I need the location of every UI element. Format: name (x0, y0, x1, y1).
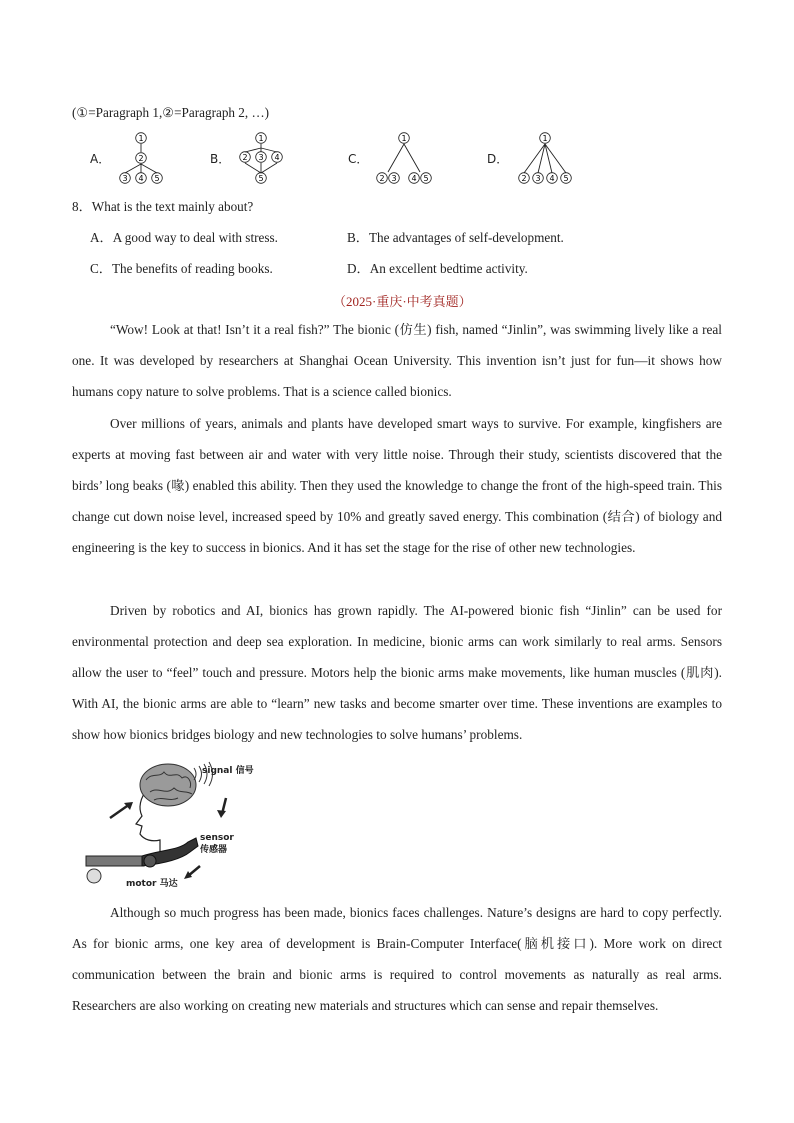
source-tag: （2025·重庆·中考真题） (333, 294, 472, 309)
option-letter: B． (347, 230, 369, 245)
sensor-label-zh: 传感器 (200, 845, 228, 855)
option-letter: A． (90, 230, 113, 245)
svg-text:5: 5 (258, 174, 264, 183)
svg-text:1: 1 (542, 134, 548, 143)
svg-text:2: 2 (242, 153, 248, 162)
structure-diagram-b (232, 130, 292, 186)
svg-text:2: 2 (138, 154, 144, 163)
svg-text:5: 5 (154, 174, 160, 183)
paragraph-text: Although so much progress has been made, bionics faces challenges. Nature’s designs are hard to copy perfectly. As for bionic arms, one key area of development is Brain-Computer Interface(脑机接口). More work on direct communication between the brain and bionic arms is required to control movements as naturally as real arms. Researchers are also working on creating new materials and structures which can sense and repair themselves. (72, 905, 722, 1013)
svg-text:3: 3 (535, 174, 541, 183)
svg-text:3: 3 (391, 174, 397, 183)
svg-text:4: 4 (138, 174, 144, 183)
svg-text:3: 3 (258, 153, 264, 162)
svg-text:2: 2 (379, 174, 385, 183)
svg-text:1: 1 (401, 134, 407, 143)
question-8-option-b[interactable] (347, 229, 564, 246)
structure-diagram-d (512, 130, 578, 186)
article-paragraph-1 (72, 314, 722, 407)
option-letter: D． (347, 261, 370, 276)
svg-text:1: 1 (258, 134, 264, 143)
svg-text:2: 2 (521, 174, 527, 183)
structure-diagram-c (372, 130, 436, 186)
motor-label: motor 马达 (126, 879, 178, 889)
svg-text:5: 5 (423, 174, 429, 183)
paragraph-text: “Wow! Look at that! Isn’t it a real fish?” The bionic (仿生) fish, named “Jinlin”, was swimming lively like a real one. It was developed by researchers at Shanghai Ocean University. This invention isn’t just for fun—it shows how humans copy nature to solve problems. That is a science called bionics. (72, 322, 722, 399)
svg-text:1: 1 (138, 134, 144, 143)
question-8-stem: 8．What is the text mainly about? (72, 199, 254, 214)
option-text: A good way to deal with stress. (112, 230, 278, 245)
svg-text:4: 4 (411, 174, 417, 183)
question-8-option-c[interactable] (90, 260, 273, 277)
option-letter: C． (90, 261, 112, 276)
structure-option-b-label: B． (210, 152, 231, 166)
article-paragraph-2 (72, 408, 722, 563)
paragraph-text: Over millions of years, animals and plants have developed smart ways to survive. For example, kingfishers are experts at moving fast between air and water with very little noise. Through their study, scientists discovered that the birds’ long beaks (喙) enabled this ability. Then they used the knowledge to change the front of the high-speed train. This change cut down noise level, increased speed by 10% and greatly saved energy. This combination (结合) of biology and engineering is the key to success in bionics. And it has set the stage for the rise of other new technologies. (72, 416, 722, 555)
article-paragraph-4 (72, 897, 722, 1021)
signal-label: signal 信号 (202, 766, 254, 776)
svg-text:5: 5 (563, 174, 569, 183)
structure-option-d-label: D． (487, 152, 509, 166)
question-8-option-a[interactable] (90, 229, 278, 246)
structure-option-a-label: A． (90, 152, 111, 166)
sensor-label-en: sensor (200, 833, 234, 843)
question-8-option-d[interactable] (347, 260, 528, 277)
article-paragraph-3 (72, 595, 722, 750)
svg-text:4: 4 (549, 174, 555, 183)
brain-arm-illustration (80, 758, 270, 892)
structure-option-c-label: C． (348, 152, 369, 166)
structure-diagram-a (112, 130, 172, 186)
svg-text:4: 4 (274, 153, 280, 162)
paragraph-text: Driven by robotics and AI, bionics has grown rapidly. The AI-powered bionic fish “Jinlin” can be used for environmental protection and deep sea exploration. In medicine, bionic arms can work similarly to real arms. Sensors allow the user to “feel” touch and pressure. Motors help the bionic arms make movements, like human muscles (肌肉). With AI, the bionic arms are able to “learn” new tasks and become smarter over time. These inventions are examples to show how bionics bridges biology and new technologies to solve humans’ problems. (72, 603, 722, 742)
option-text: The benefits of reading books. (111, 261, 273, 276)
option-text: An excellent bedtime activity. (369, 261, 528, 276)
bionic-arm-figure (80, 758, 270, 892)
paragraph-legend: (①=Paragraph 1,②=Paragraph 2, …) (72, 105, 270, 120)
option-text: The advantages of self-development. (368, 230, 564, 245)
svg-text:3: 3 (122, 174, 128, 183)
